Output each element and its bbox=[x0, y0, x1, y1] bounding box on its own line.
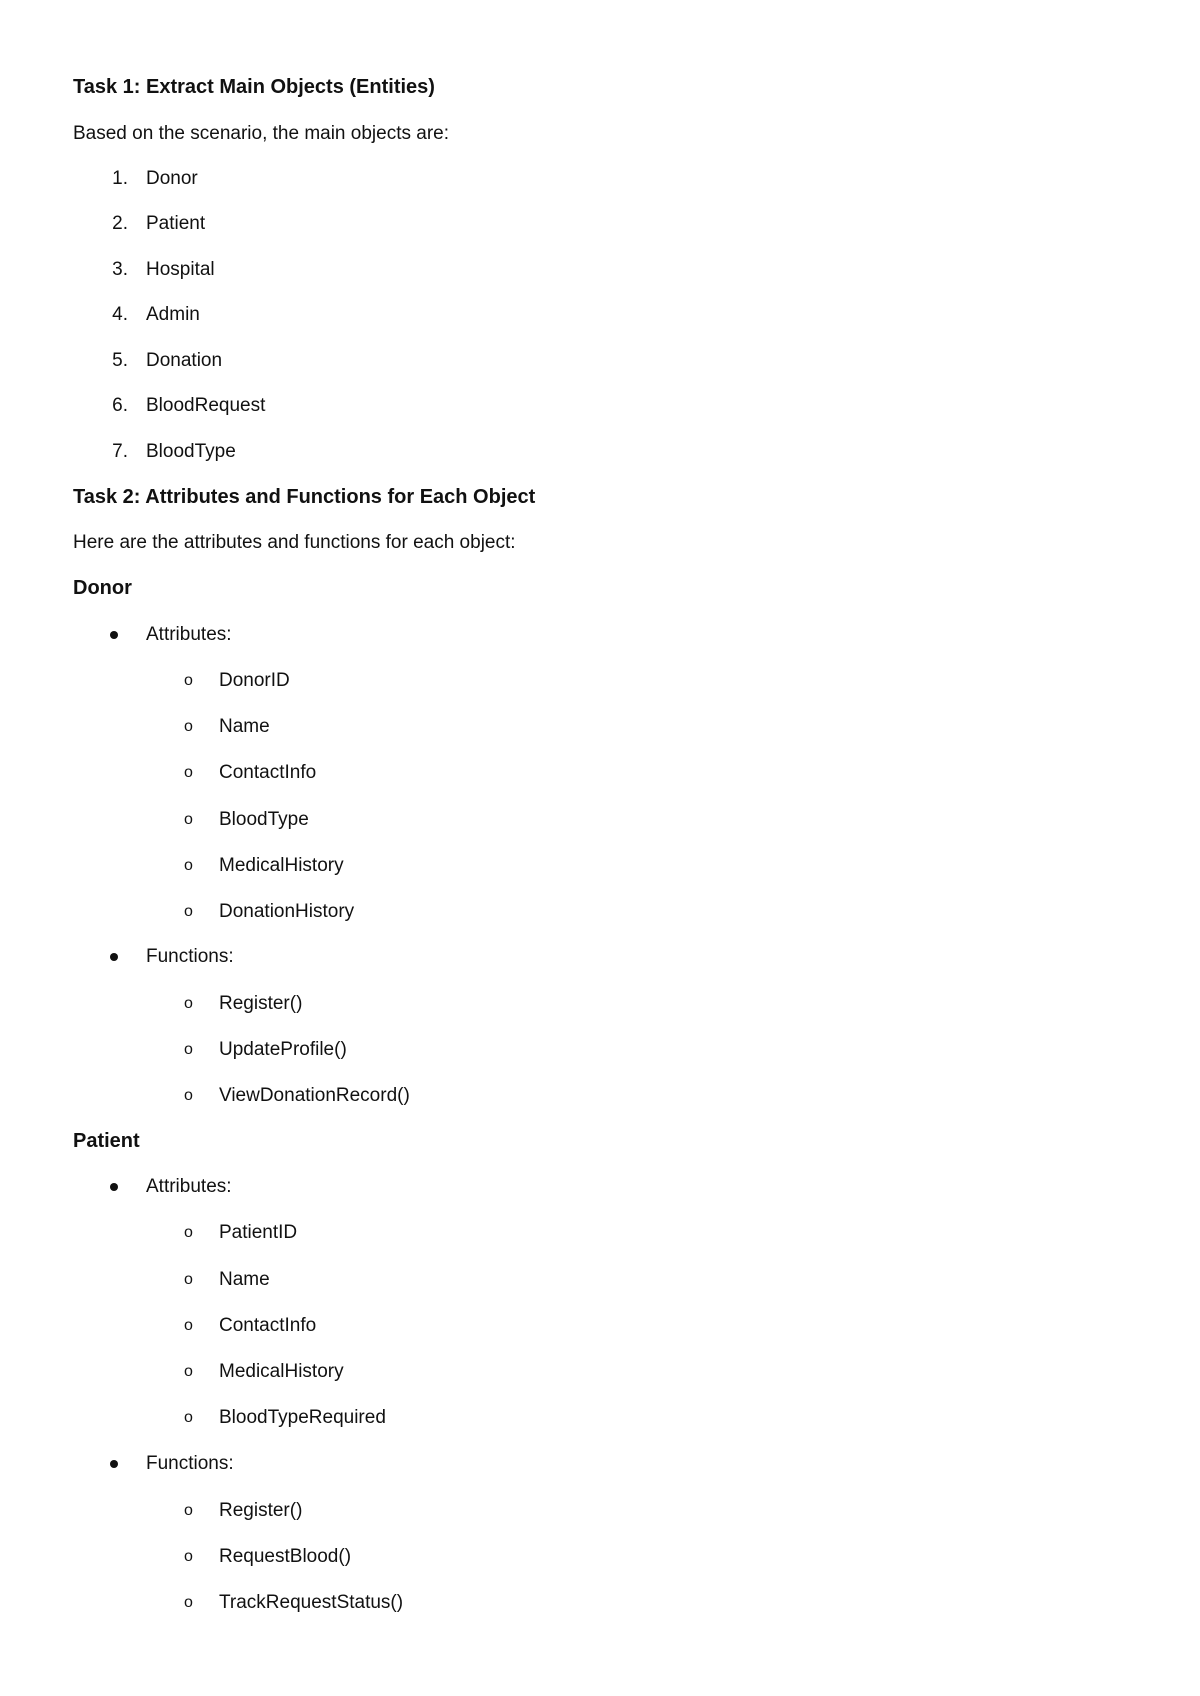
bullet-dot bbox=[110, 631, 118, 639]
patient-function: TrackRequestStatus() bbox=[219, 1592, 404, 1613]
donor-heading: Donor bbox=[73, 577, 132, 599]
sub-bullet: o bbox=[184, 857, 193, 874]
sub-bullet: o bbox=[184, 672, 193, 689]
patient-attribute: ContactInfo bbox=[219, 1315, 317, 1336]
task2-heading: Task 2: Attributes and Functions for Each Object bbox=[73, 486, 536, 508]
patient-attributes-label: Attributes: bbox=[146, 1176, 232, 1197]
task1-intro: Based on the scenario, the main objects are: bbox=[73, 123, 450, 144]
list-item-bloodtype: BloodType bbox=[146, 441, 236, 462]
list-item-donation: Donation bbox=[146, 350, 223, 371]
donor-function: Register() bbox=[219, 993, 303, 1014]
list-number: 4. bbox=[112, 304, 128, 325]
sub-bullet: o bbox=[184, 1594, 193, 1611]
sub-bullet: o bbox=[184, 1224, 193, 1241]
donor-attribute: DonationHistory bbox=[219, 901, 355, 922]
donor-attribute: Name bbox=[219, 716, 270, 737]
list-number: 2. bbox=[112, 213, 128, 234]
patient-attribute: BloodTypeRequired bbox=[219, 1407, 386, 1428]
list-item-patient: Patient bbox=[146, 213, 206, 234]
patient-attribute: Name bbox=[219, 1269, 270, 1290]
sub-bullet: o bbox=[184, 718, 193, 735]
bullet-dot bbox=[110, 1460, 118, 1468]
sub-bullet: o bbox=[184, 1548, 193, 1565]
sub-bullet: o bbox=[184, 1041, 193, 1058]
patient-function: Register() bbox=[219, 1500, 303, 1521]
donor-function: ViewDonationRecord() bbox=[219, 1085, 410, 1106]
donor-functions-label: Functions: bbox=[146, 946, 234, 967]
list-item-bloodrequest: BloodRequest bbox=[146, 395, 266, 416]
list-number: 5. bbox=[112, 350, 128, 371]
donor-function: UpdateProfile() bbox=[219, 1039, 347, 1060]
list-item-donor: Donor bbox=[146, 168, 198, 189]
donor-attribute: DonorID bbox=[219, 670, 290, 691]
list-item-admin: Admin bbox=[146, 304, 200, 325]
patient-attribute: MedicalHistory bbox=[219, 1361, 344, 1382]
donor-attribute: ContactInfo bbox=[219, 762, 317, 783]
sub-bullet: o bbox=[184, 1502, 193, 1519]
task1-heading: Task 1: Extract Main Objects (Entities) bbox=[73, 76, 435, 98]
patient-functions-label: Functions: bbox=[146, 1453, 234, 1474]
patient-heading: Patient bbox=[73, 1130, 140, 1152]
bullet-dot bbox=[110, 1183, 118, 1191]
patient-attribute: PatientID bbox=[219, 1222, 298, 1243]
list-number: 7. bbox=[112, 441, 128, 462]
list-item-hospital: Hospital bbox=[146, 259, 215, 280]
sub-bullet: o bbox=[184, 903, 193, 920]
task2-intro: Here are the attributes and functions for each object: bbox=[73, 532, 516, 553]
sub-bullet: o bbox=[184, 1363, 193, 1380]
donor-attributes-label: Attributes: bbox=[146, 624, 232, 645]
list-number: 3. bbox=[112, 259, 128, 280]
sub-bullet: o bbox=[184, 811, 193, 828]
patient-function: RequestBlood() bbox=[219, 1546, 352, 1567]
donor-attribute: BloodType bbox=[219, 809, 309, 830]
sub-bullet: o bbox=[184, 1087, 193, 1104]
sub-bullet: o bbox=[184, 764, 193, 781]
bullet-dot bbox=[110, 953, 118, 961]
list-number: 6. bbox=[112, 395, 128, 416]
sub-bullet: o bbox=[184, 1409, 193, 1426]
sub-bullet: o bbox=[184, 1317, 193, 1334]
sub-bullet: o bbox=[184, 995, 193, 1012]
donor-attribute: MedicalHistory bbox=[219, 855, 344, 876]
list-number: 1. bbox=[112, 168, 128, 189]
sub-bullet: o bbox=[184, 1271, 193, 1288]
